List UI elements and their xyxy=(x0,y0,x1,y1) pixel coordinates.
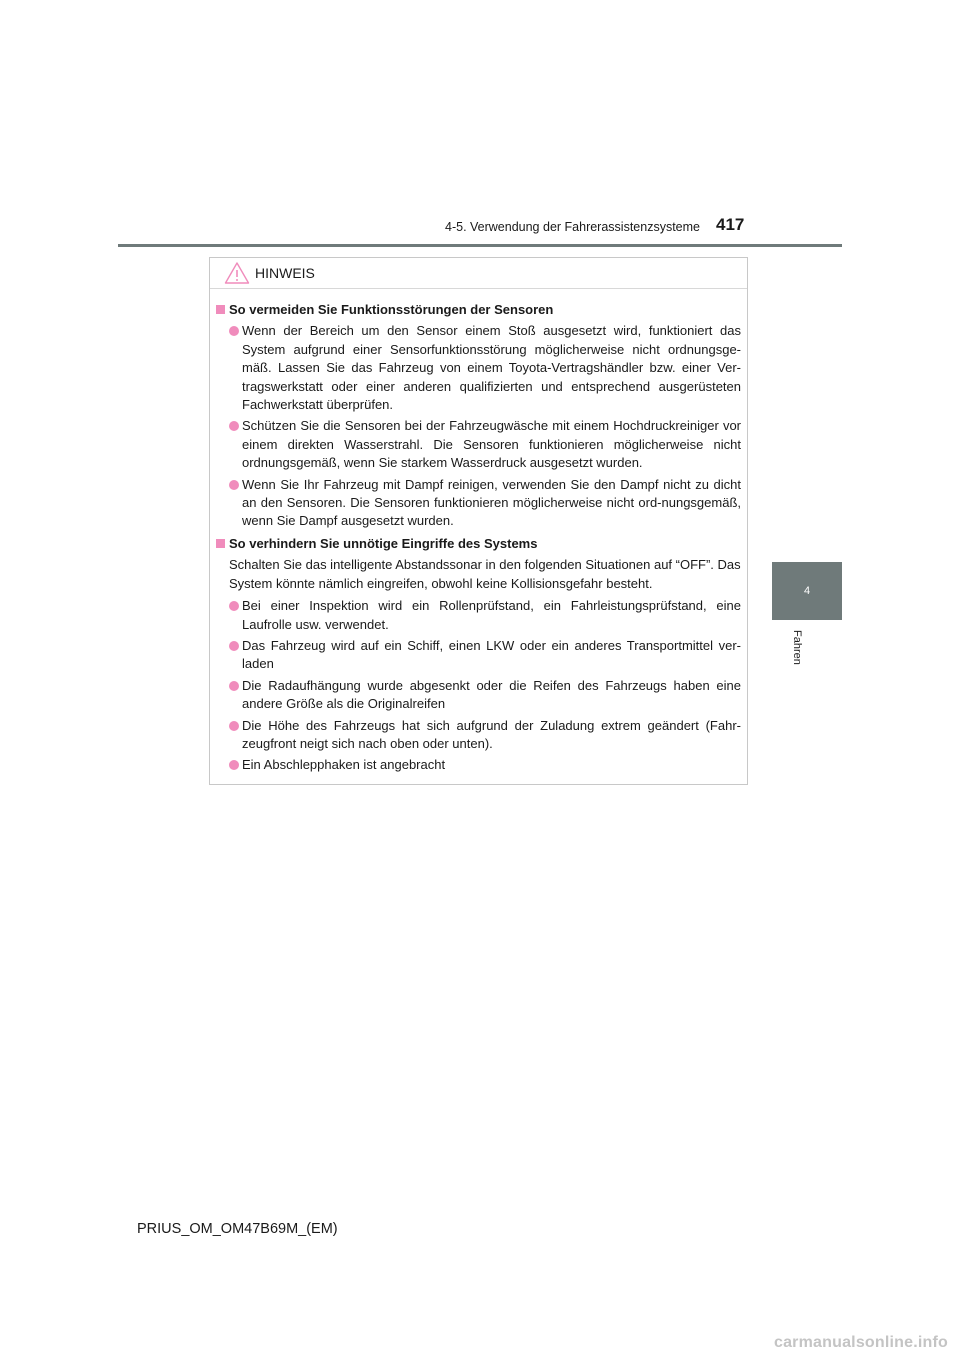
chapter-number: 4 xyxy=(803,585,811,597)
circle-bullet-icon xyxy=(229,601,239,611)
circle-bullet-icon xyxy=(229,421,239,431)
circle-bullet-icon xyxy=(229,641,239,651)
circle-bullet-icon xyxy=(229,721,239,731)
circle-bullet-icon xyxy=(229,760,239,770)
list-item: Bei einer Inspektion wird ein Rollenprüfstand, ein Fahrleistungsprüfstand, eine Laufrolle usw. verwendet. xyxy=(216,597,741,634)
chapter-tab[interactable] xyxy=(772,562,842,620)
header-rule xyxy=(118,244,842,247)
square-bullet-icon xyxy=(216,305,225,314)
header-title: 4-5. Verwendung der Fahrerassistenzsysteme xyxy=(445,220,700,234)
square-bullet-icon xyxy=(216,539,225,548)
list-item: Wenn der Bereich um den Sensor einem Stoß ausgesetzt wird, funktioniert das System aufgrund einer Sensorfunktionsstörung möglicherweise nicht ordnungsge-mäß. Lassen Sie das Fahrzeug von einem Toyota-Vertragshändler bzw. einer Ver-tragswerkstatt oder einer anderen qualifizierten und entsprechend ausgerüsteten Fachwerkstatt überprüfen. xyxy=(216,322,741,414)
circle-bullet-icon xyxy=(229,480,239,490)
section-intro: Schalten Sie das intelligente Abstandssonar in den folgenden Situationen auf “OFF”. Das System könnte nämlich eingreifen, obwohl keine Kollisionsgefahr besteht. xyxy=(229,557,741,591)
notice-header xyxy=(210,258,747,289)
chapter-label: Fahren xyxy=(791,630,803,665)
page-number: 417 xyxy=(716,215,745,234)
list-item: Das Fahrzeug wird auf ein Schiff, einen LKW oder ein anderes Transportmittel ver-laden xyxy=(216,637,741,674)
list-item: Die Höhe des Fahrzeugs hat sich aufgrund der Zuladung extrem geändert (Fahr-zeugfront neigt sich nach oben oder unten). xyxy=(216,717,741,754)
list-item: Die Radaufhängung wurde abgesenkt oder die Reifen des Fahrzeugs haben eine andere Größe als die Originalreifen xyxy=(216,677,741,714)
circle-bullet-icon xyxy=(229,326,239,336)
notice-box xyxy=(209,257,748,785)
list-item: Schützen Sie die Sensoren bei der Fahrzeugwäsche mit einem Hochdruckreiniger vor einem direkten Wasserstrahl. Die Sensoren funktionieren möglicherweise nicht ordnungsgemäß, wenn Sie starkem Wasserdruck ausgesetzt wurden. xyxy=(216,417,741,472)
circle-bullet-icon xyxy=(229,681,239,691)
notice-title: HINWEIS xyxy=(255,265,315,281)
watermark: carmanualsonline.info xyxy=(773,1334,948,1351)
list-item: Wenn Sie Ihr Fahrzeug mit Dampf reinigen, verwenden Sie den Dampf nicht zu dicht an den Sensoren. Die Sensoren funktionieren möglicherweise nicht ord-nungsgemäß, wenn Sie Dampf ausgesetzt wurden. xyxy=(216,476,741,531)
list-item: Ein Abschlepphaken ist angebracht xyxy=(216,756,741,774)
warning-triangle-icon xyxy=(224,261,250,285)
notice-body xyxy=(210,289,747,775)
section-title: So verhindern Sie unnötige Eingriffe des Systems xyxy=(216,535,741,553)
document-code: PRIUS_OM_OM47B69M_(EM) xyxy=(137,1221,338,1237)
section-title: So vermeiden Sie Funktionsstörungen der Sensoren xyxy=(216,301,741,319)
